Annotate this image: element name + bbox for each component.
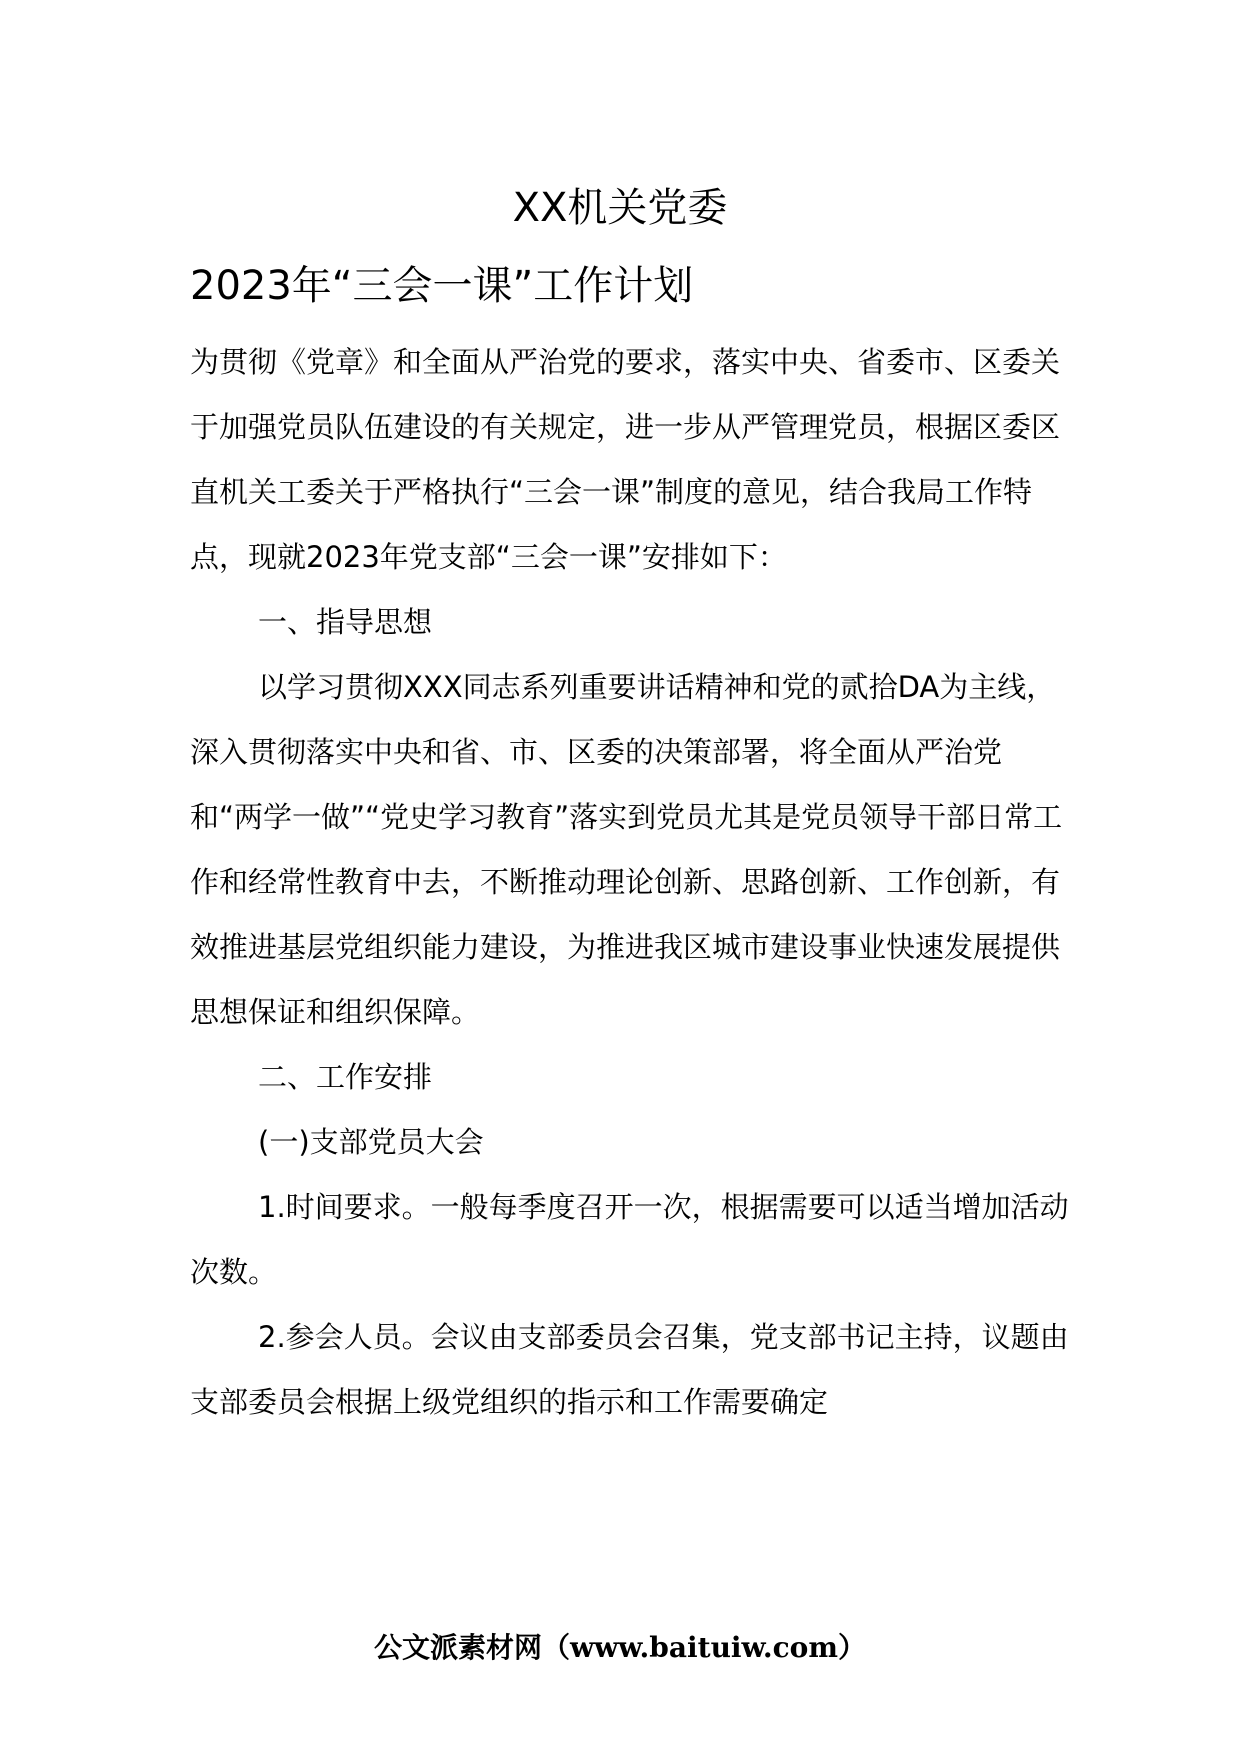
guiding-thought-paragraph: 以学习贯彻XXX同志系列重要讲话精神和党的贰拾DA为主线，深入贯彻落实中央和省、市、区委的决策部署，将全面从严治党和“两学一做”“党史学习教育”落实到党员尤其是党员领导干部日常工作和经常性教育中去，不断推动理论创新、思路创新、工作创新，有效推进基层党组织能力建设，为推进我区城市建设事业快速发展提供思想保证和组织保障。 (190, 670, 1063, 1029)
section-heading-guiding-thought: 一、指导思想 (258, 605, 433, 639)
document-title-org: XX机关党委 (512, 185, 728, 231)
intro-paragraph: 为贯彻《党章》和全面从严治党的要求，落实中央、省委市、区委关于加强党员队伍建设的有关规定，进一步从严管理党员，根据区委区直机关工委关于严格执行“三会一课”制度的意见，结合我局工作特点，现就2023年党支部“三会一课”安排如下： (190, 345, 1061, 574)
document-title-plan: 2023年“三会一课”工作计划 (190, 263, 694, 309)
document-body (190, 330, 1070, 1435)
subsection-heading-party-congress: (一)支部党员大会 (258, 1125, 484, 1159)
section-heading-work-arrangement: 二、工作安排 (258, 1060, 433, 1094)
item-attendees: 2.参会人员。会议由支部委员会召集，党支部书记主持，议题由支部委员会根据上级党组织的指示和工作需要确定 (190, 1320, 1069, 1419)
item-time-requirement: 1.时间要求。一般每季度召开一次，根据需要可以适当增加活动次数。 (190, 1190, 1069, 1289)
footer-watermark: 公文派素材网（www.baituiw.com） (374, 1631, 866, 1664)
